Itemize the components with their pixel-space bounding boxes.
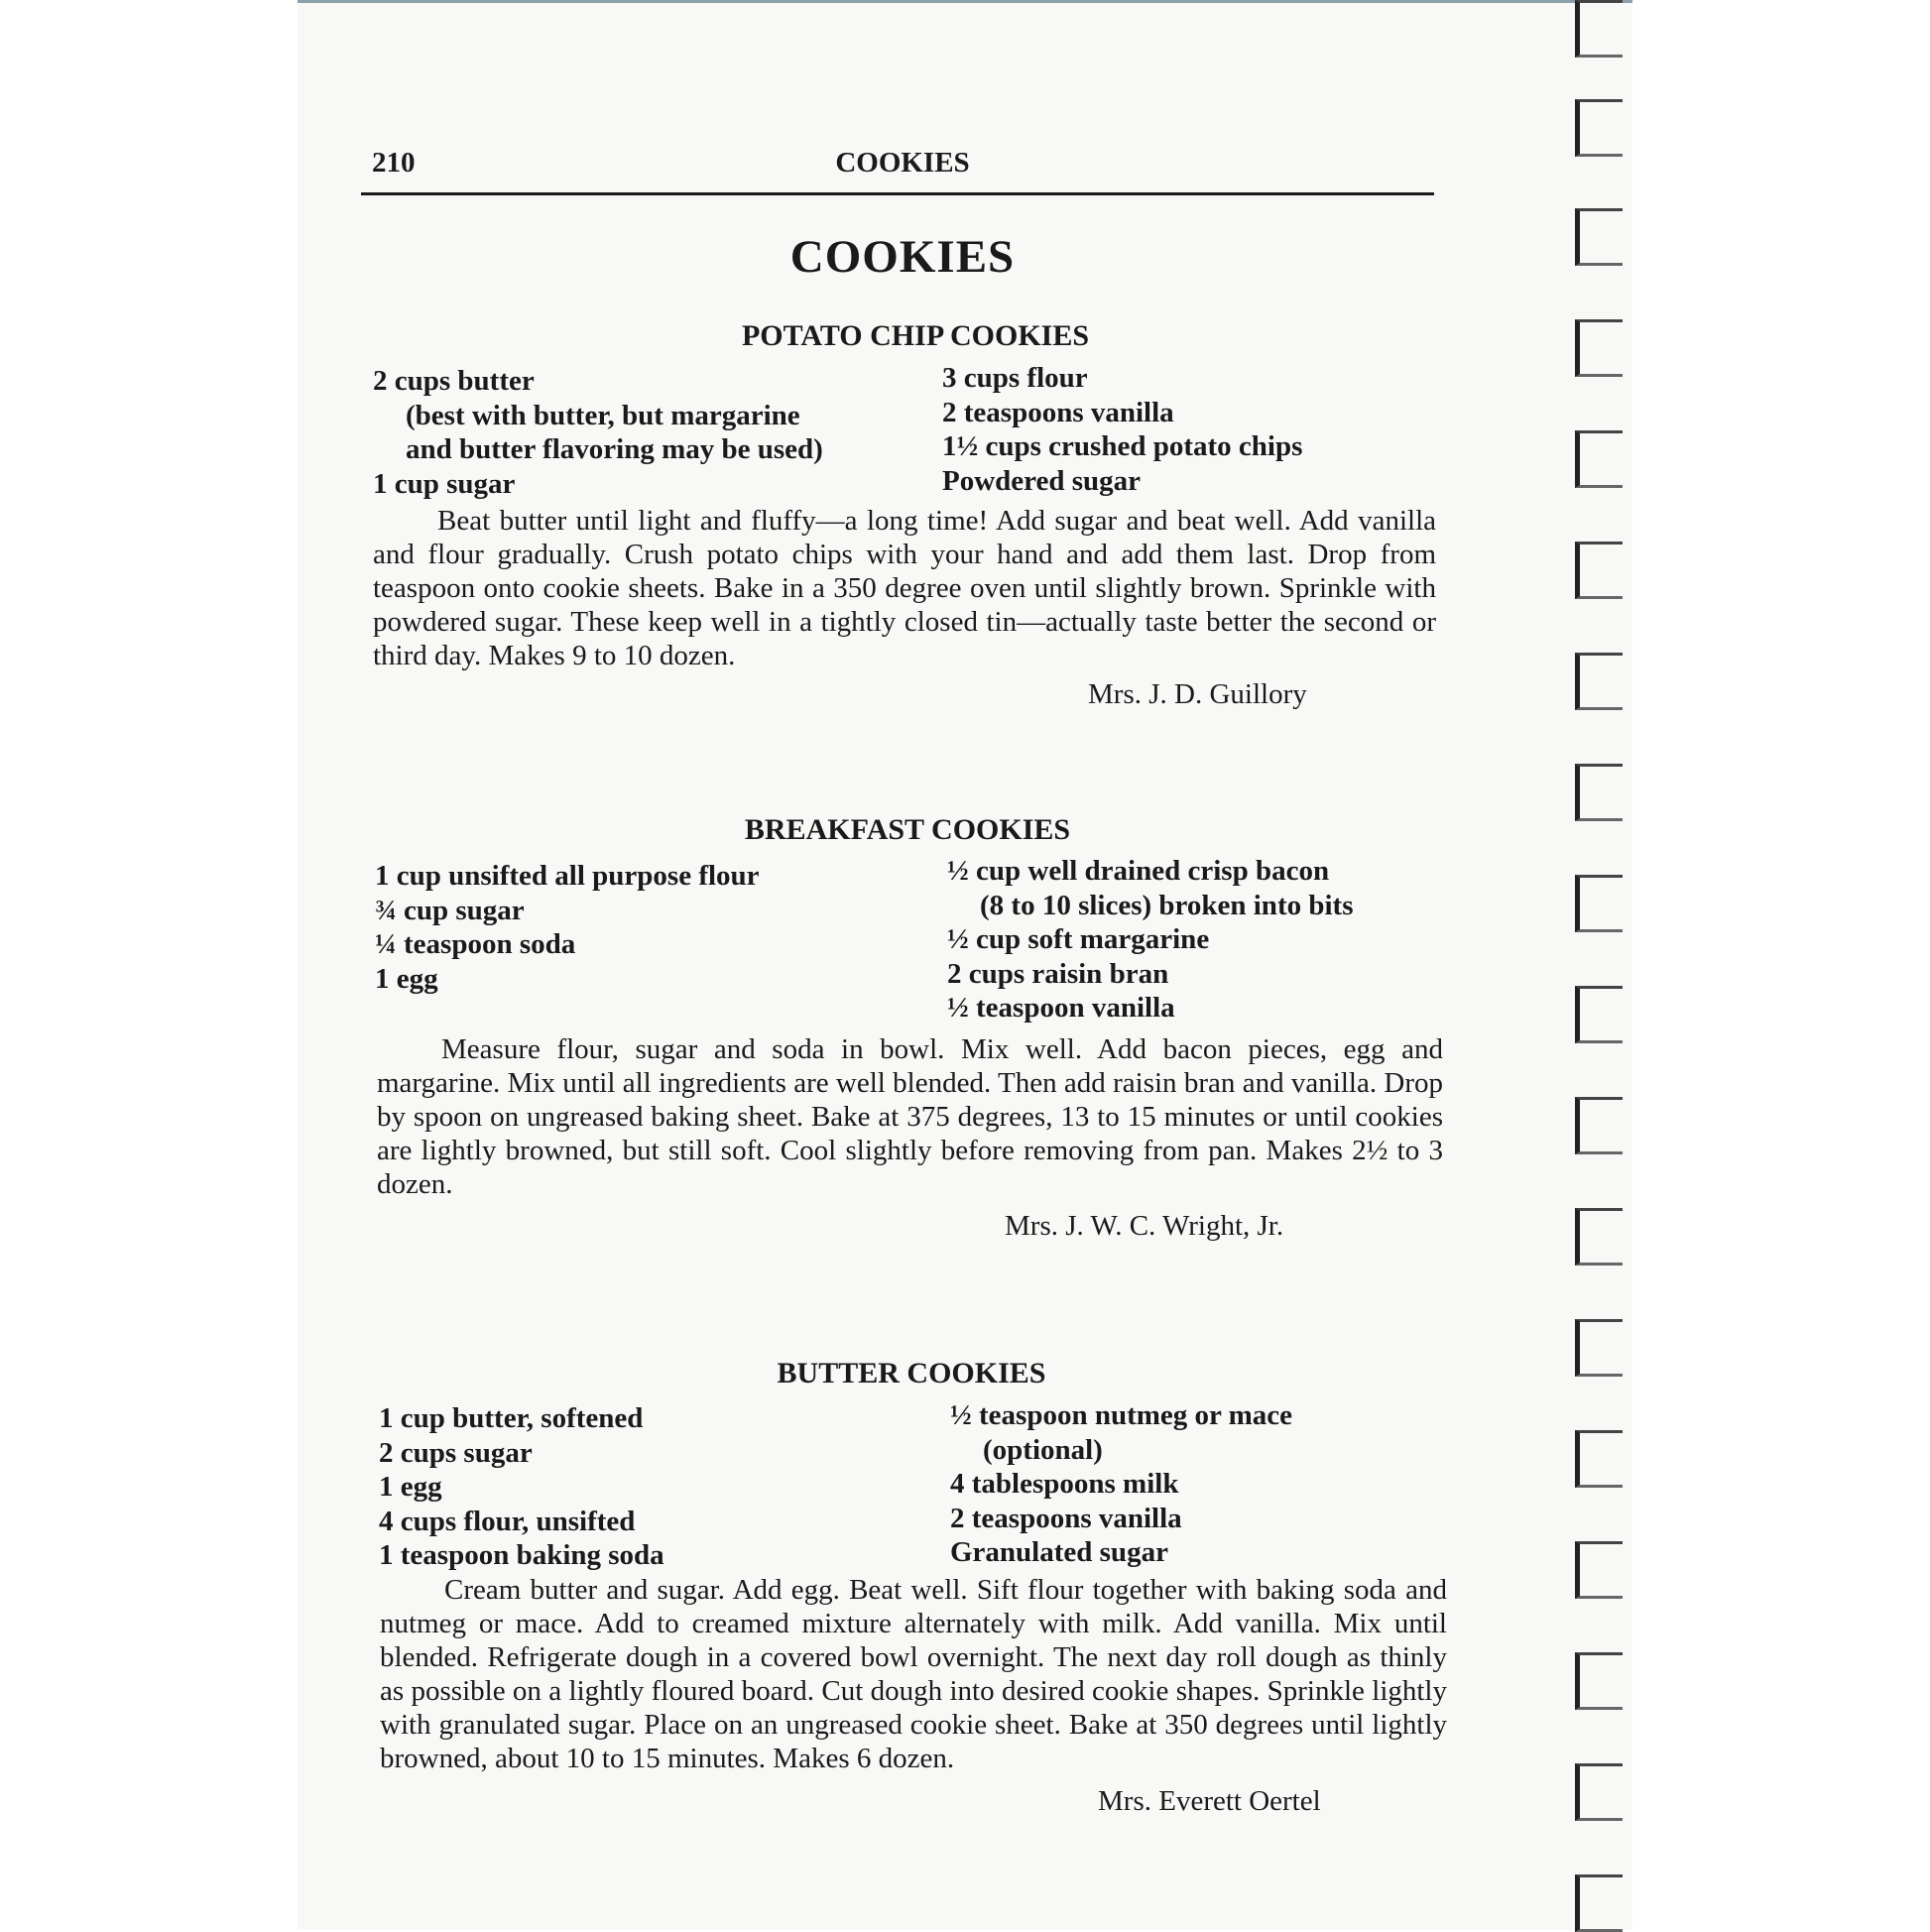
binding-ring bbox=[1575, 1430, 1623, 1488]
binding-ring bbox=[1575, 1874, 1623, 1932]
binding-ring bbox=[1575, 542, 1623, 599]
ingredient: 2 cups raisin bran bbox=[947, 957, 1169, 990]
ingredient: 2 cups butter bbox=[373, 365, 535, 397]
ingredient: Granulated sugar bbox=[950, 1536, 1168, 1568]
ingredient: 3 cups flour bbox=[942, 362, 1088, 394]
header-rule bbox=[361, 192, 1434, 195]
ingredient: 1 egg bbox=[379, 1471, 442, 1503]
ingredient: 1½ cups crushed potato chips bbox=[942, 430, 1303, 462]
ingredients-right bbox=[942, 361, 1302, 498]
binding-ring bbox=[1575, 986, 1623, 1043]
binding-ring bbox=[1575, 0, 1623, 58]
recipe-title: POTATO CHIP COOKIES bbox=[741, 319, 1090, 352]
ingredient: 4 tablespoons milk bbox=[950, 1468, 1179, 1500]
ingredients-left bbox=[375, 859, 760, 996]
ingredient: 4 cups flour, unsifted bbox=[379, 1505, 636, 1537]
ingredient: 1 egg bbox=[375, 962, 438, 995]
recipe-author: Mrs. J. W. C. Wright, Jr. bbox=[1005, 1210, 1284, 1242]
ingredient: ½ cup soft margarine bbox=[947, 923, 1210, 955]
page-top-edge bbox=[298, 0, 1632, 3]
ingredient: Powdered sugar bbox=[942, 464, 1142, 497]
binding-ring bbox=[1575, 1208, 1623, 1266]
ingredient: 1 cup unsifted all purpose flour bbox=[375, 860, 760, 892]
ingredient: 1 teaspoon baking soda bbox=[379, 1539, 664, 1571]
ingredient: 1 cup butter, softened bbox=[379, 1402, 644, 1434]
ingredient: and butter flavoring may be used) bbox=[406, 433, 823, 465]
page-title: COOKIES bbox=[789, 231, 1016, 283]
binding-ring bbox=[1575, 1097, 1623, 1154]
ingredient: ¾ cup sugar bbox=[375, 894, 525, 926]
ingredients-left bbox=[379, 1401, 664, 1573]
recipe-directions: Beat butter until light and fluffy—a long time! Add sugar and beat well. Add vanilla and flour gradually. Crush potato chips with your hand and add them last. Drop from teaspoon onto cookie sheets. Bake in a 350 degree oven until slightly brown. Sprinkle with powdered sugar. These keep well in a tightly closed tin—actually taste better the second or third day. Makes 9 to 10 dozen. bbox=[373, 505, 1436, 671]
ingredient: ½ teaspoon nutmeg or mace bbox=[950, 1399, 1293, 1431]
ingredient: 2 cups sugar bbox=[379, 1436, 533, 1469]
ingredient: ¼ teaspoon soda bbox=[375, 928, 576, 960]
binding-ring bbox=[1575, 99, 1623, 157]
binding-ring bbox=[1575, 208, 1623, 266]
ingredients-right bbox=[950, 1398, 1292, 1570]
page-number: 210 bbox=[372, 147, 416, 179]
binding-ring bbox=[1575, 1319, 1623, 1377]
ingredients-left bbox=[373, 364, 823, 501]
binding-ring bbox=[1575, 430, 1623, 488]
binding-ring bbox=[1575, 764, 1623, 821]
ingredient: (best with butter, but margarine bbox=[406, 399, 800, 431]
binding-ring bbox=[1575, 875, 1623, 932]
recipe-directions: Measure flour, sugar and soda in bowl. Mix well. Add bacon pieces, egg and margarine. Mix until all ingredients are well blended. Then add raisin bran and vanilla. Drop by spoon on ungreased baking sheet. Bake at 375 degrees, 13 to 15 minutes or until cookies are lightly browned, but still soft. Cool slightly before removing from pan. Makes 2½ to 3 dozen. bbox=[377, 1033, 1443, 1200]
binding-ring bbox=[1575, 1541, 1623, 1599]
binding-ring bbox=[1575, 1652, 1623, 1710]
recipe-title: BUTTER COOKIES bbox=[777, 1357, 1046, 1389]
spiral-binding bbox=[1567, 0, 1632, 1930]
binding-ring bbox=[1575, 319, 1623, 377]
recipe-title: BREAKFAST COOKIES bbox=[744, 813, 1071, 846]
ingredient: 1 cup sugar bbox=[373, 467, 516, 500]
ingredient: (8 to 10 slices) broken into bits bbox=[980, 889, 1354, 921]
ingredient: ½ cup well drained crisp bacon bbox=[947, 855, 1330, 887]
ingredient: 2 teaspoons vanilla bbox=[942, 396, 1174, 428]
section-title: COOKIES bbox=[835, 147, 970, 179]
recipe-directions: Cream butter and sugar. Add egg. Beat well. Sift flour together with baking soda and nutmeg or mace. Add to creamed mixture alternately with milk. Add vanilla. Mix until blended. Refrigerate dough in a covered bowl overnight. The next day roll dough as thinly as possible on a lightly floured board. Cut dough into desired cookie shapes. Sprinkle lightly with granulated sugar. Place on an ungreased cookie sheet. Bake at 350 degrees until lightly browned, about 10 to 15 minutes. Makes 6 dozen. bbox=[380, 1574, 1447, 1774]
ingredient: (optional) bbox=[983, 1433, 1103, 1466]
recipe-author: Mrs. Everett Oertel bbox=[1098, 1785, 1321, 1817]
recipe-author: Mrs. J. D. Guillory bbox=[1088, 678, 1307, 710]
binding-ring bbox=[1575, 1763, 1623, 1821]
ingredient: ½ teaspoon vanilla bbox=[947, 992, 1175, 1024]
binding-ring bbox=[1575, 653, 1623, 710]
ingredient: 2 teaspoons vanilla bbox=[950, 1502, 1182, 1534]
ingredients-right bbox=[947, 854, 1353, 1026]
running-header bbox=[372, 147, 1433, 186]
